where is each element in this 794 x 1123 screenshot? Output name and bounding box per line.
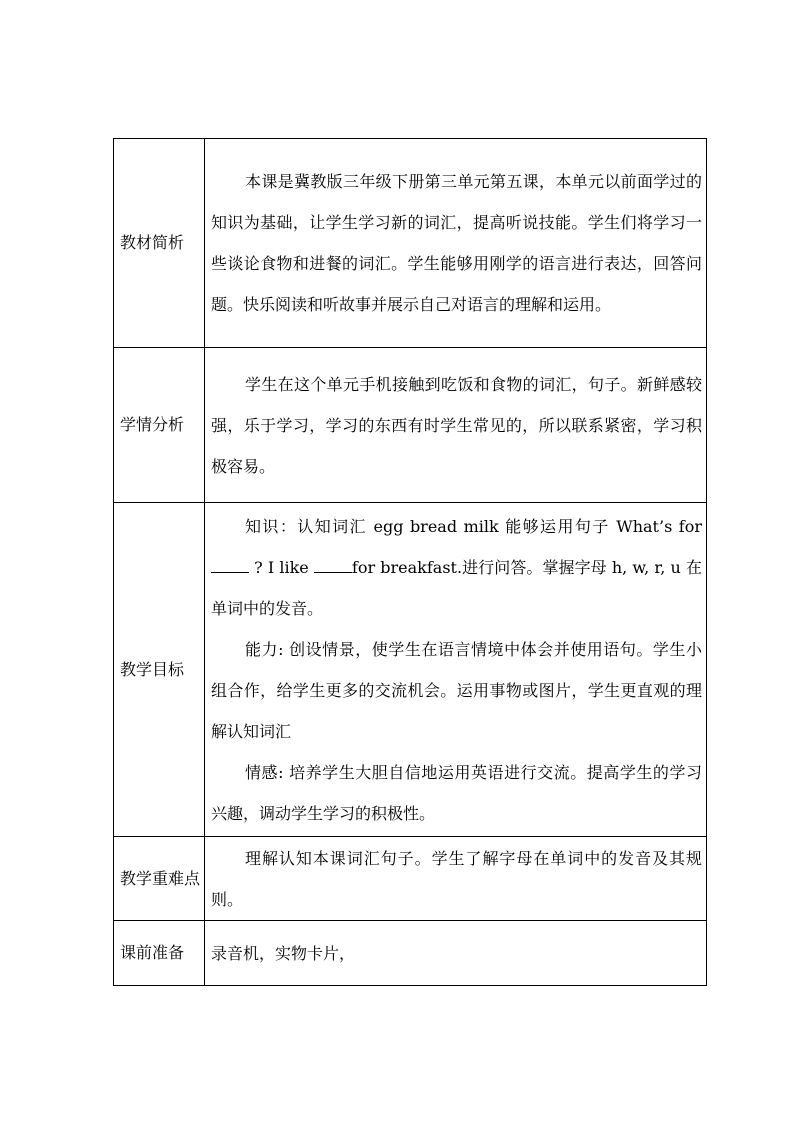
paragraph: 理解认知本课词汇句子。学生了解字母在单词中的发音及其规则。	[211, 848, 702, 909]
row-content-textbook-analysis	[205, 139, 707, 348]
row-label-textbook-analysis: 教材简析	[114, 139, 205, 348]
fill-blank	[211, 558, 249, 573]
paragraph: 录音机，实物卡片，	[211, 943, 356, 963]
row-content-preparation	[205, 921, 707, 986]
table-row	[114, 348, 707, 503]
row-label-student-analysis: 学情分析	[114, 348, 205, 503]
objective-emotion: 情感: 培养学生大胆自信地运用英语进行交流。提高学生的学习兴趣，调动学生学习的积极性。	[211, 762, 702, 823]
table-row	[114, 139, 707, 348]
row-content-student-analysis	[205, 348, 707, 503]
lesson-plan-table	[113, 138, 707, 986]
row-label-teaching-objectives: 教学目标	[114, 503, 205, 837]
row-content-key-difficulties	[205, 837, 707, 921]
knowledge-text-2: ? I like	[254, 557, 309, 577]
knowledge-text-1: 知识：认知词汇 egg bread milk 能够运用句子 What’s for	[245, 516, 702, 536]
table-row	[114, 503, 707, 837]
row-content-teaching-objectives	[205, 503, 707, 837]
paragraph: 本课是冀教版三年级下册第三单元第五课，本单元以前面学过的知识为基础，让学生学习新的词汇，提高听说技能。学生们将学习一些谈论食物和进餐的词汇。学生能够用刚学的语言进行表达，回答问题。快乐阅读和听故事并展示自己对语言的理解和运用。	[211, 172, 702, 314]
row-label-preparation: 课前准备	[114, 921, 205, 986]
paragraph: 学生在这个单元手机接触到吃饭和食物的词汇，句子。新鲜感较强，乐于学习，学习的东西有时学生常见的，所以联系紧密，学习积极容易。	[211, 374, 702, 476]
knowledge-text-3: for breakfast.进行问答。掌握字母 h, w, r, u 在单词中的发音。	[211, 557, 703, 618]
objective-knowledge	[211, 506, 702, 629]
objective-ability: 能力: 创设情景，使学生在语言情境中体会并使用语句。学生小组合作，给学生更多的交流机会。运用事物或图片，学生更直观的理解认知词汇	[211, 639, 702, 741]
table-row	[114, 837, 707, 921]
row-label-key-difficulties: 教学重难点	[114, 837, 205, 921]
table-row	[114, 921, 707, 986]
fill-blank	[314, 558, 352, 573]
